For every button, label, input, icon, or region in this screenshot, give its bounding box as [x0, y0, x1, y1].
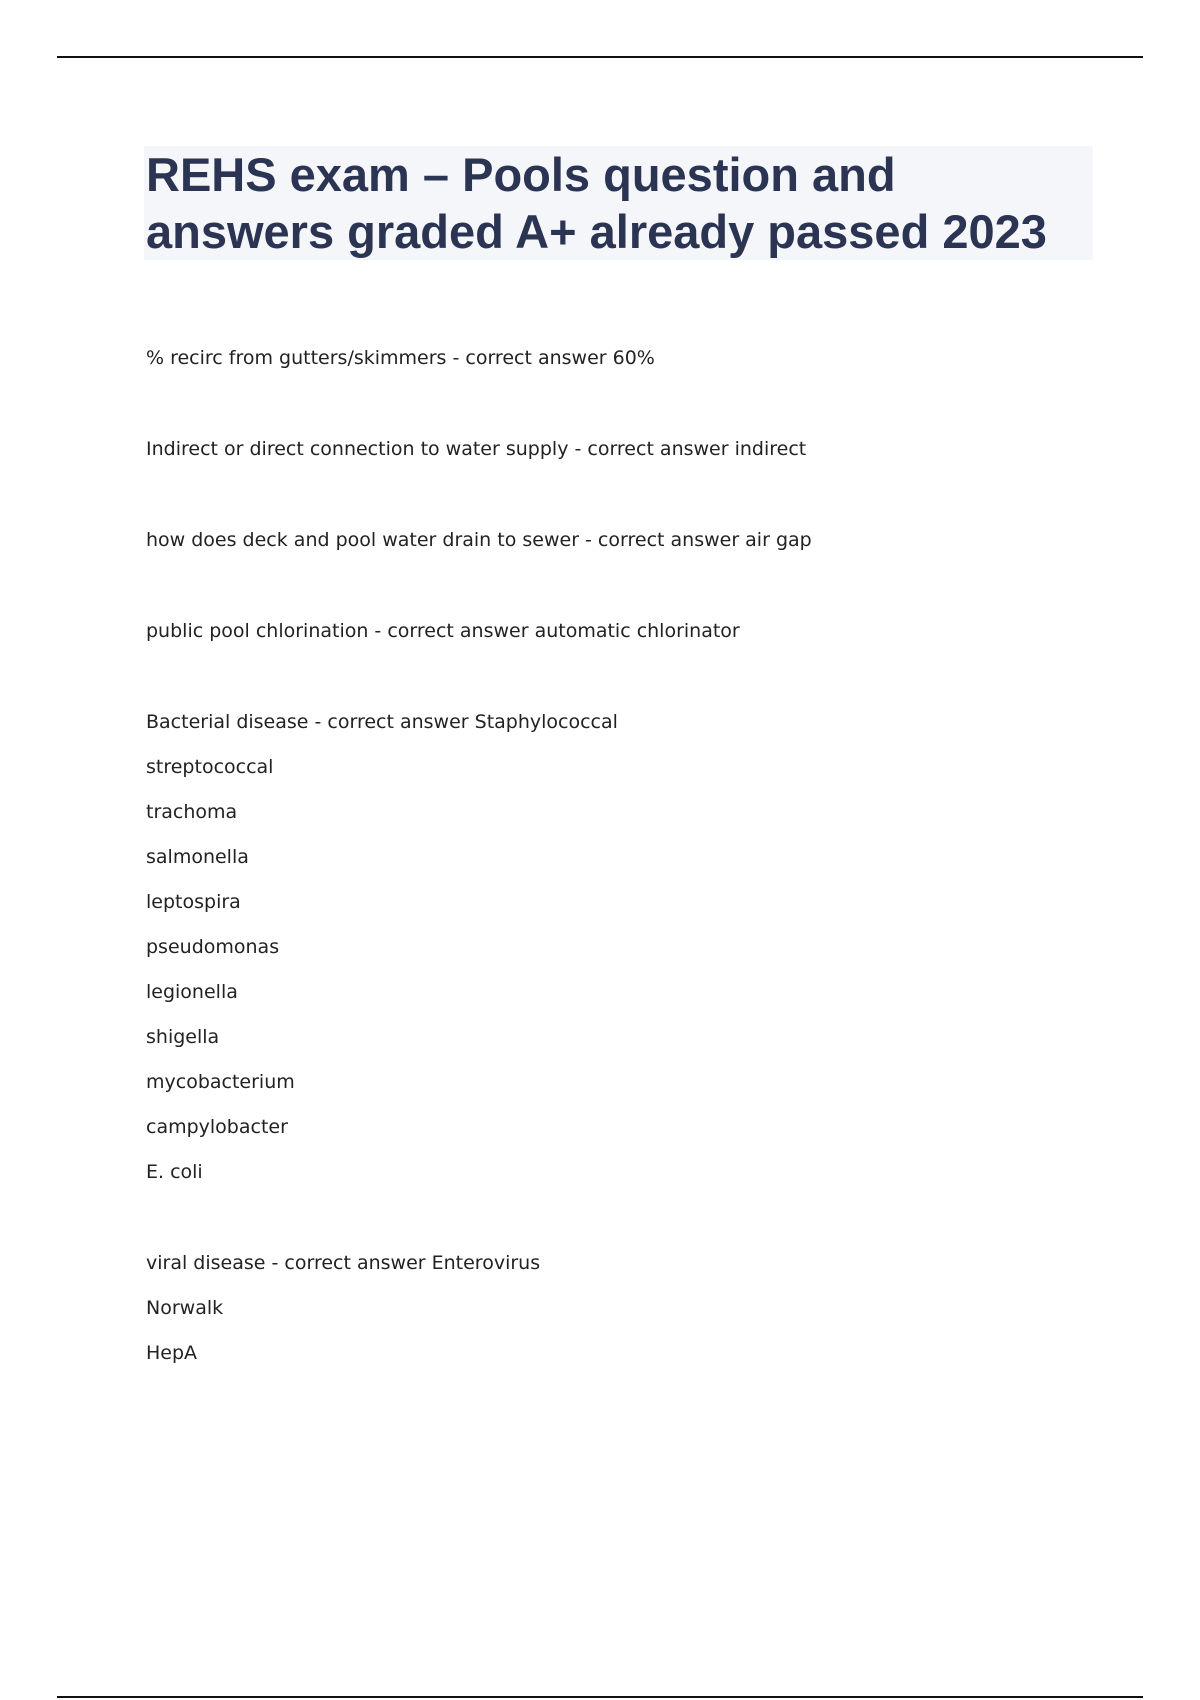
answer-continuation: Norwalk: [146, 1297, 224, 1319]
answer-continuation: legionella: [146, 981, 238, 1003]
answer-continuation: shigella: [146, 1026, 220, 1048]
answer-continuation: salmonella: [146, 846, 249, 868]
qa-list: [146, 346, 1106, 1365]
answer-continuation: streptococcal: [146, 756, 274, 778]
qa-item: Bacterial disease - correct answer Staphylococcal: [146, 711, 618, 733]
qa-item: % recirc from gutters/skimmers - correct answer 60%: [146, 347, 655, 369]
answer-continuation: leptospira: [146, 891, 241, 913]
title-block: [144, 146, 1093, 260]
answer-continuation: trachoma: [146, 801, 238, 823]
answer-continuation: mycobacterium: [146, 1071, 295, 1093]
qa-item: how does deck and pool water drain to sewer - correct answer air gap: [146, 529, 812, 551]
answer-continuation: HepA: [146, 1342, 198, 1364]
page-title: REHS exam – Pools question and answers graded A+ already passed 2023: [146, 148, 1047, 258]
qa-item: Indirect or direct connection to water supply - correct answer indirect: [146, 438, 807, 460]
qa-item: public pool chlorination - correct answer automatic chlorinator: [146, 620, 740, 642]
header-rule: [57, 56, 1143, 58]
answer-continuation: E. coli: [146, 1161, 203, 1183]
qa-item: viral disease - correct answer Enterovirus: [146, 1252, 541, 1274]
footer-rule: [57, 1696, 1143, 1698]
answer-continuation: campylobacter: [146, 1116, 288, 1138]
answer-continuation: pseudomonas: [146, 936, 280, 958]
